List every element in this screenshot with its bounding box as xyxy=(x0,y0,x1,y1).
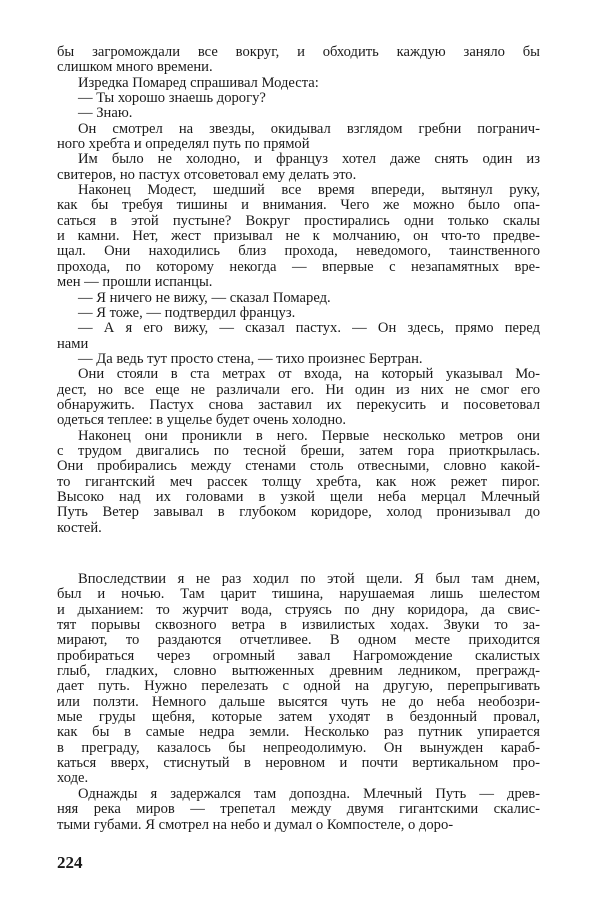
paragraph xyxy=(57,45,540,76)
text-line: Он смотрел на звезды, окидывал взглядом гребни погранич- xyxy=(78,120,540,137)
text-line: Путь Ветер завывал в глубоком коридоре, холод пронизывал до xyxy=(57,504,540,521)
text-line: то гигантский меч рассек толщу хребта, как нож режет пирог. xyxy=(57,473,540,490)
text-line: — Ты хорошо знаешь дорогу? xyxy=(78,90,266,107)
text-line: няя река миров — трепетал между двумя гигантскими скалис- xyxy=(57,801,540,818)
text-line: в преграду, казалось бы непреодолимую. Он вынужден караб- xyxy=(57,739,540,756)
text-line: Наконец они проникли в него. Первые несколько метров они xyxy=(78,427,540,444)
text-line: каться вверх, стиснутый в неровном и почти вертикальном про- xyxy=(57,755,540,772)
text-line: Они пробирались между стенами столь отвесными, словно какой- xyxy=(57,458,540,475)
text-line: был и ночью. Там царит тишина, нарушаемая лишь шелестом xyxy=(57,586,540,603)
page-number: 224 xyxy=(57,853,83,872)
text-line: мые груды щебня, которые затем уходят в бездонный провал, xyxy=(57,709,540,726)
text-line: Впоследствии я не раз ходил по этой щели. Я был там днем, xyxy=(78,571,540,587)
text-section-1 xyxy=(57,45,540,536)
text-line: щал. Они находились близ прохода, неведомого, таинственного xyxy=(57,243,540,260)
text-line: — А я его вижу, — сказал пастух. — Он здесь, прямо перед xyxy=(78,320,540,337)
paragraph xyxy=(57,106,540,121)
text-line: одеться теплее: в ущелье будет очень холодно. xyxy=(57,412,347,429)
text-line: тят порывы сквозного ветра в извилистых ходах. Звуки то за- xyxy=(57,617,540,634)
text-line: Им было не холодно, и француз хотел даже снять один из xyxy=(78,151,540,168)
paragraph xyxy=(57,183,540,290)
text-line: бы загромождали все вокруг, и обходить каждую заняло бы xyxy=(57,44,540,60)
text-line: тыми губами. Я смотрел на небо и думал о Компостеле, о доро- xyxy=(57,816,454,833)
text-line: — Знаю. xyxy=(78,105,133,122)
text-section-2 xyxy=(57,572,540,833)
text-line: нами xyxy=(57,335,89,352)
paragraph xyxy=(57,572,540,787)
text-line: Они стояли в ста метрах от входа, на который указывал Мо- xyxy=(78,366,540,383)
text-line: Изредка Помаред спрашивал Модеста: xyxy=(78,74,319,91)
text-line: — Я тоже, — подтвердил француз. xyxy=(78,304,296,321)
text-line: глыб, гладких, словно вытюженных древним ледником, прегражд- xyxy=(57,663,540,680)
paragraph xyxy=(57,152,540,183)
paragraph xyxy=(57,76,540,91)
text-line: Высоко над их головами в узкой щели неба мерцал Млечный xyxy=(57,488,540,505)
text-line: свитеров, но пастух отсоветовал ему делать это. xyxy=(57,166,357,183)
text-line: мирают, то раздаются отчетливее. В одном месте приходится xyxy=(57,632,540,649)
paragraph xyxy=(57,787,540,833)
paragraph xyxy=(57,321,540,352)
text-line: Наконец Модест, шедший все время впереди, вытянул руку, xyxy=(78,182,540,199)
text-line: слишком много времени. xyxy=(57,59,213,76)
text-line: и дыханием: то журчит вода, струясь по дну коридора, да свис- xyxy=(57,601,540,618)
text-line: ного хребта и определял путь по прямой xyxy=(57,136,310,153)
text-line: мен — прошли испанцы. xyxy=(57,274,213,291)
text-line: дает путь. Нужно перелезать с одной на другую, перепрыгивать xyxy=(57,678,540,695)
text-line: обнаружить. Пастух снова заставил их перекусить и посоветовал xyxy=(57,396,540,413)
text-line: дест, но все еще не различали его. Ни один из них не смог его xyxy=(57,381,540,398)
paragraph xyxy=(57,352,540,367)
text-line: как бы в самые недра земли. Несколько раз путник упирается xyxy=(57,724,540,741)
text-line: или ползти. Немного дальше высятся чуть не до неба необозри- xyxy=(57,693,540,710)
text-line: как бы требуя тишины и внимания. Чего же можно было опа- xyxy=(57,197,540,214)
text-line: — Да ведь тут просто стена, — тихо произнес Бертран. xyxy=(78,350,423,367)
paragraph xyxy=(57,291,540,306)
paragraph xyxy=(57,367,540,428)
text-line: с трудом двигались по тесной бреши, затем гора приоткрылась. xyxy=(57,442,540,459)
paragraph xyxy=(57,91,540,106)
paragraph xyxy=(57,429,540,536)
text-line: саться в этой пустыне? Вокруг простирались одни только скалы xyxy=(57,212,540,229)
text-line: и камни. Нет, жест призывал не к молчанию, он что-то предве- xyxy=(57,228,540,245)
paragraph xyxy=(57,306,540,321)
text-line: ходе. xyxy=(57,770,89,787)
text-line: прохода, по которому некогда — впервые с незапамятных вре- xyxy=(57,258,540,275)
text-line: — Я ничего не вижу, — сказал Помаред. xyxy=(78,289,331,306)
text-line: Однажды я задержался там допоздна. Млечный Путь — древ- xyxy=(78,785,540,802)
paragraph xyxy=(57,122,540,153)
text-line: пробираться через огромный завал Нагромождение скалистых xyxy=(57,647,540,664)
text-line: костей. xyxy=(57,519,102,536)
